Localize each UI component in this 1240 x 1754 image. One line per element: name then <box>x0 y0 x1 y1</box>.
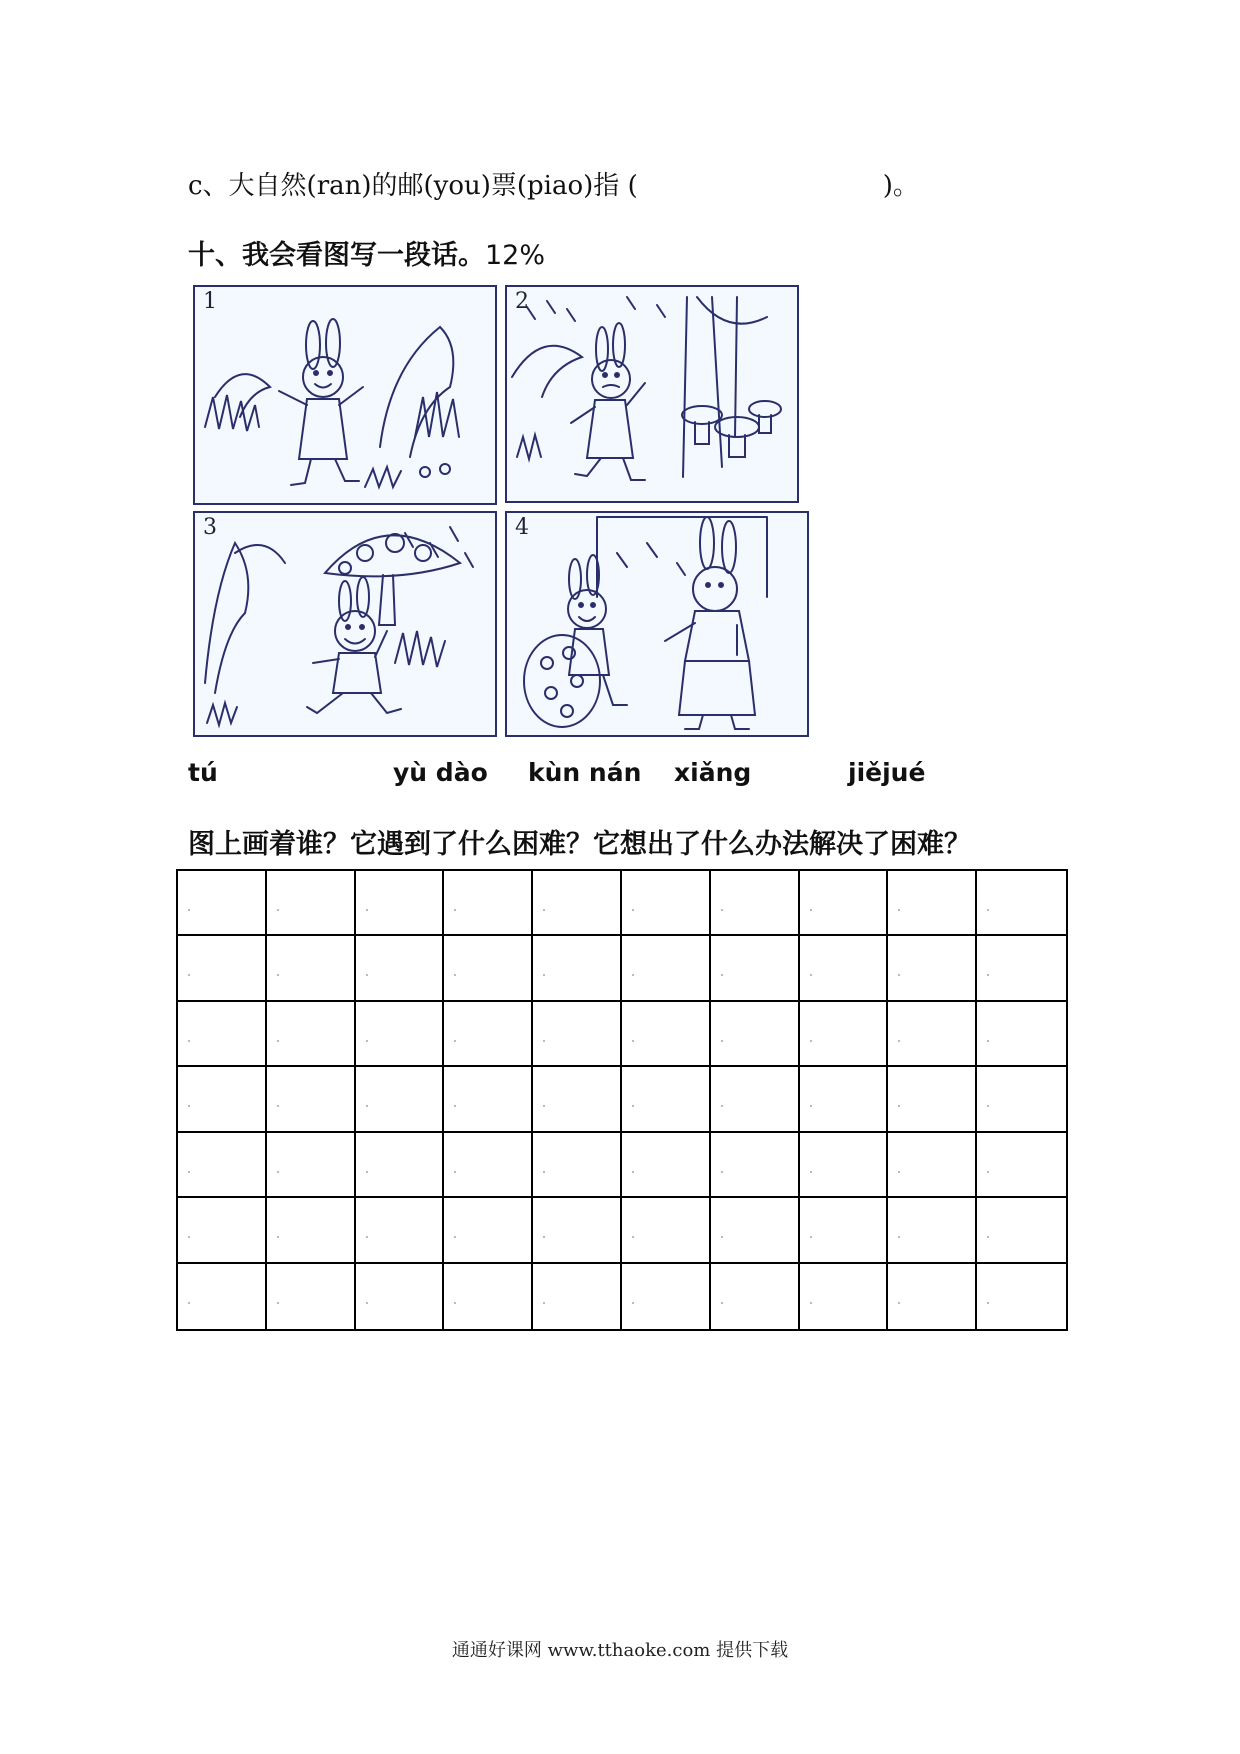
rabbit-rain-mushroom-illustration <box>507 287 797 501</box>
grid-cell[interactable] <box>533 936 622 1001</box>
grid-cell[interactable] <box>977 1133 1066 1198</box>
rabbit-mother-egg-illustration <box>507 513 807 735</box>
grid-cell[interactable] <box>533 1067 622 1132</box>
comic-strip <box>190 283 810 735</box>
pinyin-hint-xiang: xiǎng <box>674 758 752 787</box>
grid-cell[interactable] <box>444 1067 533 1132</box>
grid-cell[interactable] <box>800 1002 889 1067</box>
grid-cell[interactable] <box>444 1002 533 1067</box>
grid-cell[interactable] <box>711 1198 800 1263</box>
grid-cell[interactable] <box>711 1264 800 1329</box>
pinyin-hints <box>188 758 948 794</box>
grid-cell[interactable] <box>267 1067 356 1132</box>
grid-cell[interactable] <box>356 871 445 936</box>
grid-cell[interactable] <box>622 871 711 936</box>
grid-cell[interactable] <box>711 1067 800 1132</box>
grid-cell[interactable] <box>800 1067 889 1132</box>
panel-number-2: 2 <box>515 289 529 314</box>
grid-cell[interactable] <box>444 871 533 936</box>
panel-number-4: 4 <box>515 515 529 540</box>
grid-cell[interactable] <box>800 936 889 1001</box>
grid-cell[interactable] <box>622 1002 711 1067</box>
grid-cell[interactable] <box>888 1264 977 1329</box>
grid-cell[interactable] <box>800 1264 889 1329</box>
grid-cell[interactable] <box>622 1067 711 1132</box>
panel-number-3: 3 <box>203 515 217 540</box>
grid-cell[interactable] <box>356 1133 445 1198</box>
grid-cell[interactable] <box>711 936 800 1001</box>
pinyin-hint-kunnan: kùn nán <box>528 758 642 787</box>
question-c-text: c、大自然(ran)的邮(you)票(piao)指 ( <box>188 171 638 201</box>
grid-cell[interactable] <box>356 1198 445 1263</box>
grid-cell[interactable] <box>711 871 800 936</box>
grid-cell[interactable] <box>977 871 1066 936</box>
grid-cell[interactable] <box>178 1133 267 1198</box>
grid-cell[interactable] <box>178 1067 267 1132</box>
pinyin-hint-tu: tú <box>188 758 218 787</box>
grid-cell[interactable] <box>444 1198 533 1263</box>
comic-panel-4 <box>505 511 809 737</box>
question-c-close: )。 <box>882 171 919 201</box>
grid-cell[interactable] <box>888 871 977 936</box>
section-ten-title: 十、我会看图写一段话。 <box>188 240 485 271</box>
grid-cell[interactable] <box>356 1002 445 1067</box>
grid-cell[interactable] <box>622 1133 711 1198</box>
grid-cell[interactable] <box>977 1198 1066 1263</box>
section-ten-score: 12% <box>485 240 546 271</box>
pinyin-hint-jiejue: jiějué <box>848 758 926 787</box>
grid-cell[interactable] <box>622 1198 711 1263</box>
grid-cell[interactable] <box>977 936 1066 1001</box>
grid-cell[interactable] <box>888 1133 977 1198</box>
grid-cell[interactable] <box>356 1264 445 1329</box>
panel-number-1: 1 <box>203 289 217 314</box>
grid-cell[interactable] <box>444 936 533 1001</box>
grid-cell[interactable] <box>444 1133 533 1198</box>
grid-cell[interactable] <box>178 871 267 936</box>
section-ten-heading <box>188 233 545 272</box>
comic-panel-3 <box>193 511 497 737</box>
grid-cell[interactable] <box>533 1002 622 1067</box>
grid-cell[interactable] <box>977 1264 1066 1329</box>
grid-cell[interactable] <box>356 1067 445 1132</box>
grid-cell[interactable] <box>800 1133 889 1198</box>
grid-cell[interactable] <box>178 1002 267 1067</box>
grid-cell[interactable] <box>444 1264 533 1329</box>
grid-cell[interactable] <box>267 1002 356 1067</box>
comic-panel-1 <box>193 285 497 505</box>
grid-cell[interactable] <box>267 1198 356 1263</box>
rabbit-carrying-mushroom-illustration <box>195 513 495 735</box>
pinyin-hint-yudao: yù dào <box>393 758 488 787</box>
grid-cell[interactable] <box>267 871 356 936</box>
grid-cell[interactable] <box>888 936 977 1001</box>
grid-cell[interactable] <box>267 1264 356 1329</box>
rabbit-walking-illustration <box>195 287 495 503</box>
grid-cell[interactable] <box>178 1264 267 1329</box>
grid-cell[interactable] <box>178 1198 267 1263</box>
grid-cell[interactable] <box>888 1002 977 1067</box>
grid-cell[interactable] <box>800 1198 889 1263</box>
grid-cell[interactable] <box>356 936 445 1001</box>
grid-cell[interactable] <box>533 1198 622 1263</box>
footer-text: 通通好课网 www.tthaoke.com 提供下载 <box>451 1640 789 1661</box>
grid-cell[interactable] <box>977 1002 1066 1067</box>
grid-cell[interactable] <box>800 871 889 936</box>
grid-cell[interactable] <box>533 1264 622 1329</box>
grid-cell[interactable] <box>888 1067 977 1132</box>
grid-cell[interactable] <box>622 1264 711 1329</box>
grid-cell[interactable] <box>622 936 711 1001</box>
grid-cell[interactable] <box>533 1133 622 1198</box>
grid-cell[interactable] <box>267 936 356 1001</box>
writing-grid[interactable] <box>176 869 1068 1331</box>
comic-panel-2 <box>505 285 799 503</box>
grid-cell[interactable] <box>267 1133 356 1198</box>
grid-cell[interactable] <box>977 1067 1066 1132</box>
question-c <box>188 165 919 202</box>
grid-cell[interactable] <box>711 1133 800 1198</box>
grid-cell[interactable] <box>178 936 267 1001</box>
grid-cell[interactable] <box>711 1002 800 1067</box>
writing-prompt: 图上画着谁？它遇到了什么困难？它想出了什么办法解决了困难？ <box>188 829 971 860</box>
grid-cell[interactable] <box>533 871 622 936</box>
grid-cell[interactable] <box>888 1198 977 1263</box>
